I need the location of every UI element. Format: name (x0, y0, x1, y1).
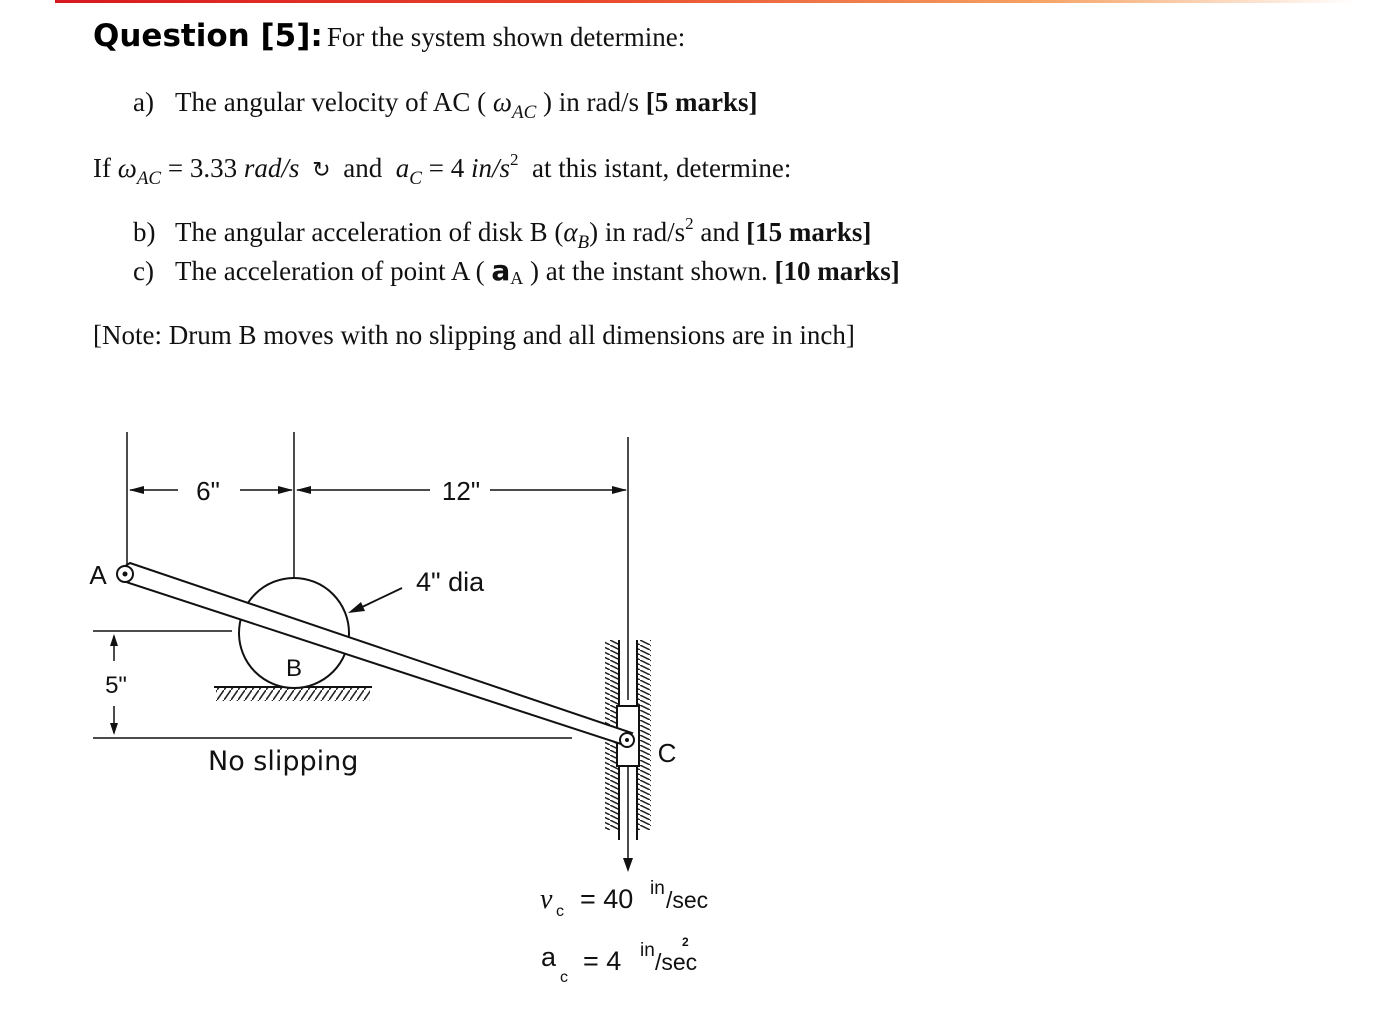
ground-hatch (216, 688, 370, 701)
part-b-sup: 2 (685, 214, 694, 233)
ac-symbol: a (541, 942, 557, 972)
vc-unit-sec: /sec (666, 887, 709, 913)
note: [Note: Drum B moves with no slipping and all dimensions are in inch] (93, 320, 855, 350)
alpha-symbol: α (563, 217, 578, 247)
part-a (133, 87, 758, 124)
alpha-subscript: B (577, 232, 590, 253)
link-ac (120, 563, 632, 745)
part-b-text-mid: ) in rad/s (589, 217, 686, 247)
rotation-icon: ↻ (312, 158, 331, 183)
pin-c-center (625, 738, 629, 742)
dim-6-left-arrow (129, 486, 144, 494)
point-c-label: C (657, 738, 677, 768)
omega-symbol: ω (492, 87, 512, 117)
part-b-marks: [15 marks] (746, 217, 872, 247)
dim-5-up-arrow (110, 634, 118, 646)
given-eq2: = 4 (428, 153, 465, 183)
part-b-label: b) (133, 217, 156, 247)
ac-value: = 4 (583, 946, 622, 976)
part-c-text-after: ) at the instant shown. (530, 256, 768, 286)
dim-12-right-arrow (612, 486, 627, 494)
ac-unit-sec: /sec (655, 949, 698, 975)
given-omega: ω (117, 153, 137, 183)
velocity-c-arrow (623, 858, 633, 872)
part-b (133, 214, 871, 254)
vc-unit-in: in (650, 878, 665, 899)
vc-symbol: v (540, 884, 553, 915)
dim-12-label: 12" (441, 476, 481, 506)
given-and: and (343, 153, 383, 183)
vc-value: = 40 (580, 884, 634, 914)
part-c-label: c) (133, 256, 154, 286)
given-conditions (93, 150, 791, 190)
given-unit1: rad/s (243, 153, 300, 183)
given-a-sub: C (409, 168, 422, 189)
part-c-marks: [10 marks] (774, 256, 900, 286)
ac-unit-sup: 2 (682, 935, 689, 949)
pin-a-center (123, 572, 128, 577)
given-unit2: in/s (470, 153, 510, 183)
ac-unit-in: in (640, 940, 655, 961)
point-a-label: A (89, 560, 107, 590)
given-tail: at this istant, determine: (531, 153, 792, 183)
given-if: If (93, 153, 111, 183)
diameter-leader-line (360, 588, 402, 608)
accel-a-subscript: A (510, 268, 524, 288)
dim-5-label: 5" (105, 672, 127, 699)
omega-subscript: AC (512, 102, 537, 123)
ac-subscript: c (560, 969, 568, 986)
given-a: a (395, 153, 410, 183)
given-unit2-sup: 2 (509, 150, 519, 169)
dim-5-down-arrow (110, 723, 118, 735)
part-a-marks: [5 marks] (645, 87, 758, 117)
no-slipping-label: No slipping (208, 746, 359, 777)
question-heading (93, 18, 685, 54)
part-a-label: a) (133, 87, 154, 117)
part-b-text-after: and (693, 217, 740, 247)
given-omega-sub: AC (136, 168, 162, 189)
dim-6-label: 6" (196, 476, 220, 506)
diameter-leader-arrow (348, 602, 365, 613)
question-intro: For the system shown determine: (326, 22, 686, 52)
mechanism-figure (0, 380, 1400, 1020)
dim-12-left-arrow (296, 486, 311, 494)
accel-a-symbol: a (491, 254, 511, 287)
given-eq1: = 3.33 (167, 153, 238, 183)
part-c-text: The acceleration of point A ( (175, 256, 485, 286)
vc-subscript: c (556, 903, 564, 920)
header-accent-line (55, 0, 1355, 3)
diameter-label: 4" dia (416, 567, 485, 597)
question-title: Question [5]: (93, 18, 323, 54)
dim-6-right-arrow (278, 486, 293, 494)
point-b-label: B (285, 655, 303, 682)
part-a-text-after: ) in rad/s (543, 87, 640, 117)
part-a-text: The angular velocity of AC ( (175, 87, 487, 117)
part-c (133, 254, 900, 289)
part-b-text: The angular acceleration of disk B ( (175, 217, 564, 247)
